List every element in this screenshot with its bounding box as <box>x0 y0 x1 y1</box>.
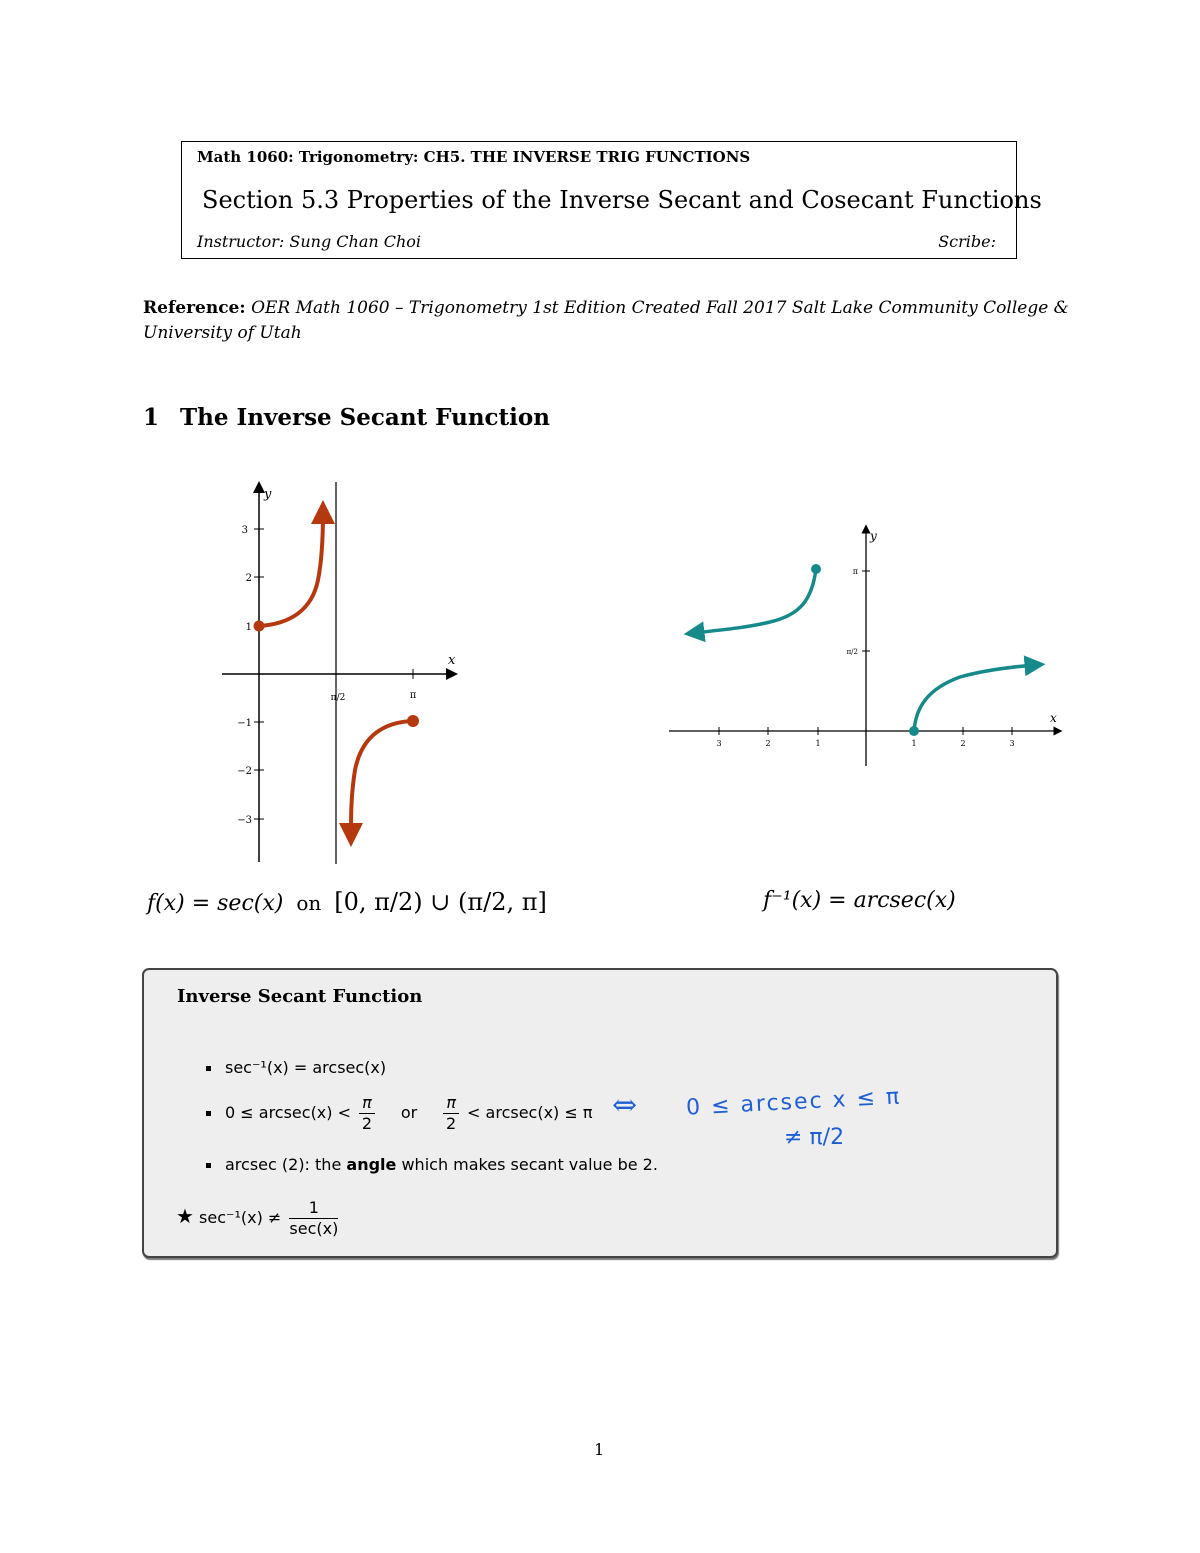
section-title-text: The Inverse Secant Function <box>180 404 550 431</box>
y-tick-label: 2 <box>245 573 252 584</box>
y-tick-label: 3 <box>241 525 248 536</box>
x-tick-label: 2 <box>765 739 771 748</box>
y-tick-label: −3 <box>237 815 252 826</box>
formula-sec <box>147 888 547 916</box>
x-tick-label: π <box>409 690 417 701</box>
handwritten-note-2: ≠ π/2 <box>784 1125 845 1150</box>
endpoint-dot <box>811 564 821 574</box>
scribe-line: Scribe: <box>938 232 996 251</box>
y-axis-label: y <box>264 487 272 502</box>
endpoint-dot <box>254 621 265 632</box>
fraction-pi-over-2: $\frac{\pi}{2}$ <box>443 1093 459 1134</box>
page-number: 1 <box>594 1440 605 1459</box>
sec-curve-upper <box>259 512 323 626</box>
arcsec-curve-left <box>694 569 816 633</box>
bullet-1 <box>206 1058 386 1077</box>
section-title: Section 5.3 Properties of the Inverse Secant and Cosecant Functions <box>202 186 1042 214</box>
x-tick-label: 3 <box>1009 739 1015 748</box>
arcsecant-graph <box>665 520 1065 770</box>
bullet-2-left: 0 ≤ arcsec(x) < <box>225 1103 352 1122</box>
x-tick-label: 1 <box>815 739 821 748</box>
reference-text: OER Math 1060 – Trigonometry 1st Edition Created Fall 2017 Salt Lake Community College & University of Utah <box>143 298 1069 343</box>
course-line: Math 1060: Trigonometry: CH5. THE INVERSE TRIG FUNCTIONS <box>197 148 751 166</box>
bullet-2-right: < arcsec(x) ≤ π <box>467 1103 593 1122</box>
bullet-2-or: or <box>400 1103 418 1122</box>
arcsec-curve-right <box>914 665 1035 731</box>
reference-label: Reference: <box>143 298 246 318</box>
handwritten-arrow: ⇔ <box>612 1088 638 1123</box>
formula-lhs: f(x) = sec(x) <box>147 891 284 916</box>
section-number: 1 <box>143 404 160 431</box>
x-tick-label: π/2 <box>330 693 346 703</box>
formula-arcsec <box>763 888 956 913</box>
formula-on: on <box>296 891 322 915</box>
star-lhs: sec⁻¹(x) ≠ <box>199 1208 282 1227</box>
bullet-1-text: sec⁻¹(x) = arcsec(x) <box>225 1058 387 1077</box>
formula-arcsec-text: f⁻¹(x) = arcsec(x) <box>763 888 956 913</box>
endpoint-dot <box>407 715 419 727</box>
reference <box>143 296 1073 346</box>
bullet-dot <box>206 1066 211 1071</box>
handwritten-note-1: 0 ≤ arcsec x ≤ π <box>685 1084 902 1121</box>
y-tick-label: π <box>852 567 858 576</box>
x-tick-label: 1 <box>911 739 917 748</box>
x-tick-label: 3 <box>716 739 722 748</box>
x-axis-label: x <box>1050 711 1057 725</box>
definition-title: Inverse Secant Function <box>177 986 423 1007</box>
section-heading <box>143 404 550 431</box>
bullet-3-pre: arcsec (2): the <box>225 1155 342 1174</box>
y-tick-label: −1 <box>237 718 252 729</box>
y-tick-label: 1 <box>245 622 252 633</box>
bullet-dot <box>206 1163 211 1168</box>
bullet-dot <box>206 1111 211 1116</box>
bullet-2 <box>206 1093 593 1134</box>
bullet-3-bold: angle <box>346 1155 397 1174</box>
formula-interval: [0, π/2) ∪ (π/2, π] <box>334 888 547 916</box>
secant-graph <box>215 476 465 868</box>
instructor-line: Instructor: Sung Chan Choi <box>197 232 422 251</box>
fraction-one-over-sec: $\frac{1}{\sec(x)}$ <box>289 1198 339 1238</box>
star-icon: ★ <box>176 1204 194 1228</box>
definition-box <box>142 968 1058 1258</box>
sec-curve-lower <box>351 721 413 835</box>
y-axis-label: y <box>870 529 877 543</box>
endpoint-dot <box>909 726 919 736</box>
x-tick-label: 2 <box>960 739 966 748</box>
x-axis-label: x <box>448 653 456 668</box>
y-tick-label: π/2 <box>846 648 858 656</box>
star-note <box>176 1198 341 1239</box>
header-box <box>181 141 1042 259</box>
bullet-3 <box>206 1155 658 1174</box>
bullet-3-post: which makes secant value be 2. <box>401 1155 658 1174</box>
y-tick-label: −2 <box>237 766 252 777</box>
fraction-pi-over-2: $\frac{\pi}{2}$ <box>359 1093 375 1134</box>
